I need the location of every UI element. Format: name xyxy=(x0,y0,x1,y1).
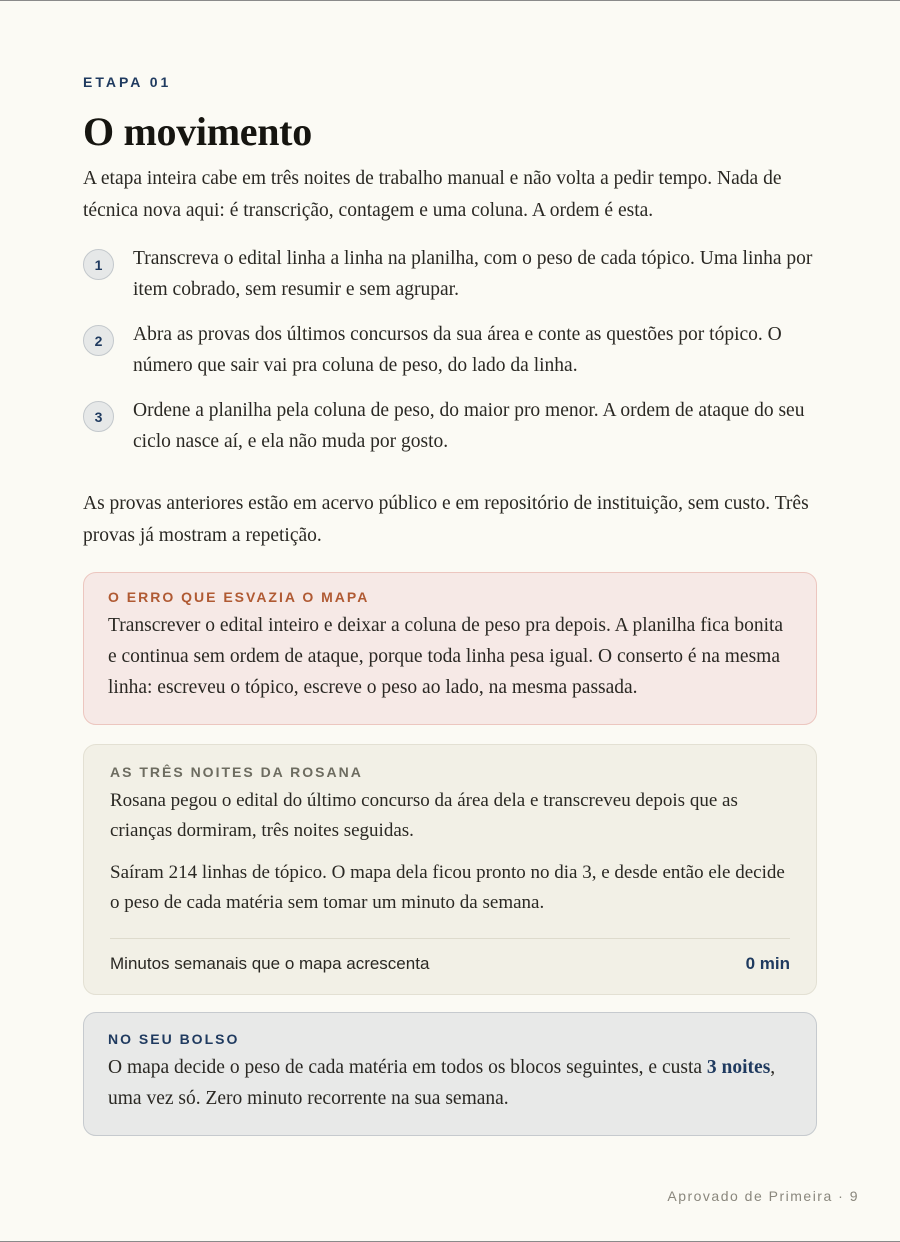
metric-label: Minutos semanais que o mapa acrescenta xyxy=(110,954,430,973)
story-paragraph-2: Saíram 214 linhas de tópico. O mapa dela ficou pronto no dia 3, e desde então ele decide o peso de cada matéria sem tomar um minuto da semana. xyxy=(110,862,785,913)
top-rule xyxy=(0,0,900,1)
metric-row xyxy=(110,938,790,974)
step-text: Ordene a planilha pela coluna de peso, do maior pro menor. A ordem de ataque do seu ciclo nasce aí, e ela não muda por gosto. xyxy=(133,400,805,452)
pocket-callout xyxy=(83,1012,817,1136)
story-callout xyxy=(83,744,817,995)
step-number-badge: 2 xyxy=(83,325,114,356)
list-item xyxy=(83,243,817,319)
warning-callout xyxy=(83,572,817,725)
page-title: O movimento xyxy=(83,109,312,154)
list-item xyxy=(83,395,817,471)
pocket-highlight: 3 noites xyxy=(706,1057,771,1078)
step-text: Abra as provas dos últimos concursos da sua área e conte as questões por tópico. O número que sair vai pra coluna de peso, do lado da linha. xyxy=(133,324,782,376)
pocket-text-before: O mapa decide o peso de cada matéria em todos os blocos seguintes, e custa xyxy=(108,1057,707,1078)
page-footer: Aprovado de Primeira · 9 xyxy=(667,1188,859,1204)
metric-value: 0 min xyxy=(745,954,790,973)
step-number-badge: 3 xyxy=(83,401,114,432)
pocket-label: NO SEU BOLSO xyxy=(108,1031,240,1047)
step-text: Transcreva o edital linha a linha na planilha, com o peso de cada tópico. Uma linha por item cobrado, sem resumir e sem agrupar. xyxy=(133,248,813,300)
sources-paragraph: As provas anteriores estão em acervo público e em repositório de instituição, sem custo. Três provas já mostram a repetição. xyxy=(83,493,809,546)
warning-text: Transcrever o edital inteiro e deixar a coluna de peso pra depois. A planilha fica bonita e continua sem ordem de ataque, porque toda linha pesa igual. O conserto é na mesma linha: escreveu o tópico, escreve o peso ao lado, na mesma passada. xyxy=(108,615,784,698)
warning-label: O ERRO QUE ESVAZIA O MAPA xyxy=(108,589,370,605)
list-item xyxy=(83,319,817,395)
pocket-text-after: , uma vez só. Zero minuto recorrente na sua semana. xyxy=(108,1057,776,1109)
step-number-badge: 1 xyxy=(83,249,114,280)
steps-list xyxy=(83,243,817,471)
step-eyebrow: ETAPA 01 xyxy=(83,74,172,90)
story-paragraph-1: Rosana pegou o edital do último concurso da área dela e transcreveu depois que as crianças dormiram, três noites seguidas. xyxy=(110,790,738,841)
story-label: AS TRÊS NOITES DA ROSANA xyxy=(110,764,363,780)
pocket-text xyxy=(108,1052,792,1114)
intro-paragraph: A etapa inteira cabe em três noites de trabalho manual e não volta a pedir tempo. Nada de técnica nova aqui: é transcrição, contagem e uma coluna. A ordem é esta. xyxy=(83,168,782,221)
